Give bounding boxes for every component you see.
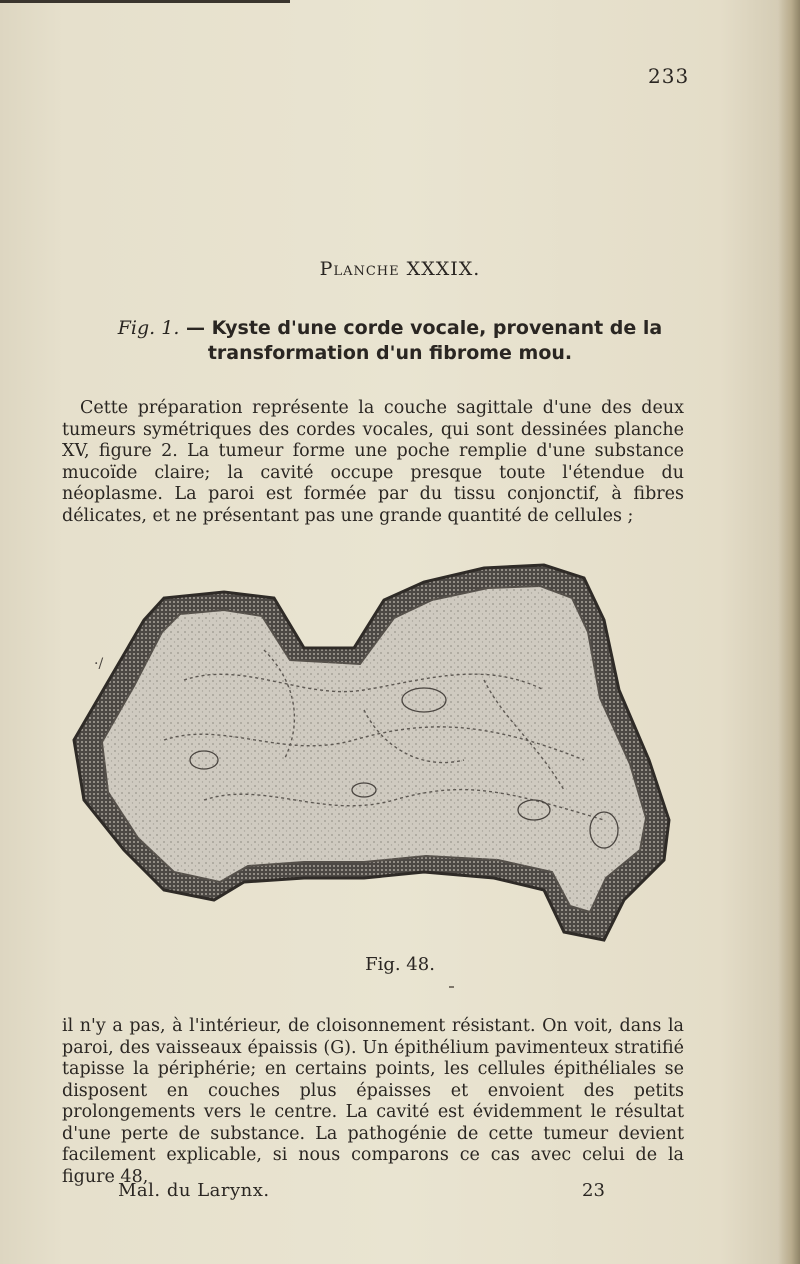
figure-heading	[100, 316, 680, 366]
figure-heading-text: — Kyste d'une corde vocale, provenant de la transformation d'un fibrome mou.	[186, 317, 663, 364]
svg-text:·/: ·/	[94, 656, 104, 672]
top-edge-line	[0, 0, 290, 3]
paragraph-1: Cette préparation représente la couche sagittale d'une des deux tumeurs symétriques des cordes vocales, qui sont dessinées planche XV, figure 2. La tumeur forme une poche remplie d'une substance mucoïde claire; la cavité occupe presque toute l'étendue du néoplasme. La paroi est formée par du tissu conjonctif, à fibres délicates, et ne présentant pas une grande quantité de cellules ;	[62, 398, 684, 526]
page-number: 233	[648, 64, 690, 88]
figure-label: Fig. 1.	[117, 317, 180, 339]
page-edge-shadow	[778, 0, 800, 1264]
figure-caption: Fig. 48.	[365, 954, 435, 975]
footer-book-title: Mal. du Larynx.	[118, 1180, 270, 1201]
small-dash	[449, 986, 454, 988]
plate-title: Planche XXXIX.	[319, 258, 481, 280]
footer-signature-number: 23	[582, 1180, 605, 1201]
histology-figure	[64, 560, 676, 944]
paragraph-2: il n'y a pas, à l'intérieur, de cloisonnement résistant. On voit, dans la paroi, des vaisseaux épaissis (G). Un épithélium pavimenteux stratifié tapisse la périphérie; en certains points, les cellules épithéliales se disposent en couches plus épaisses et envoient des petits prolongements vers le centre. La cavité est évidemment le résultat d'une perte de substance. La pathogénie de cette tumeur devient facilement explicable, si nous comparons ce cas avec celui de la figure 48,	[62, 1016, 684, 1187]
